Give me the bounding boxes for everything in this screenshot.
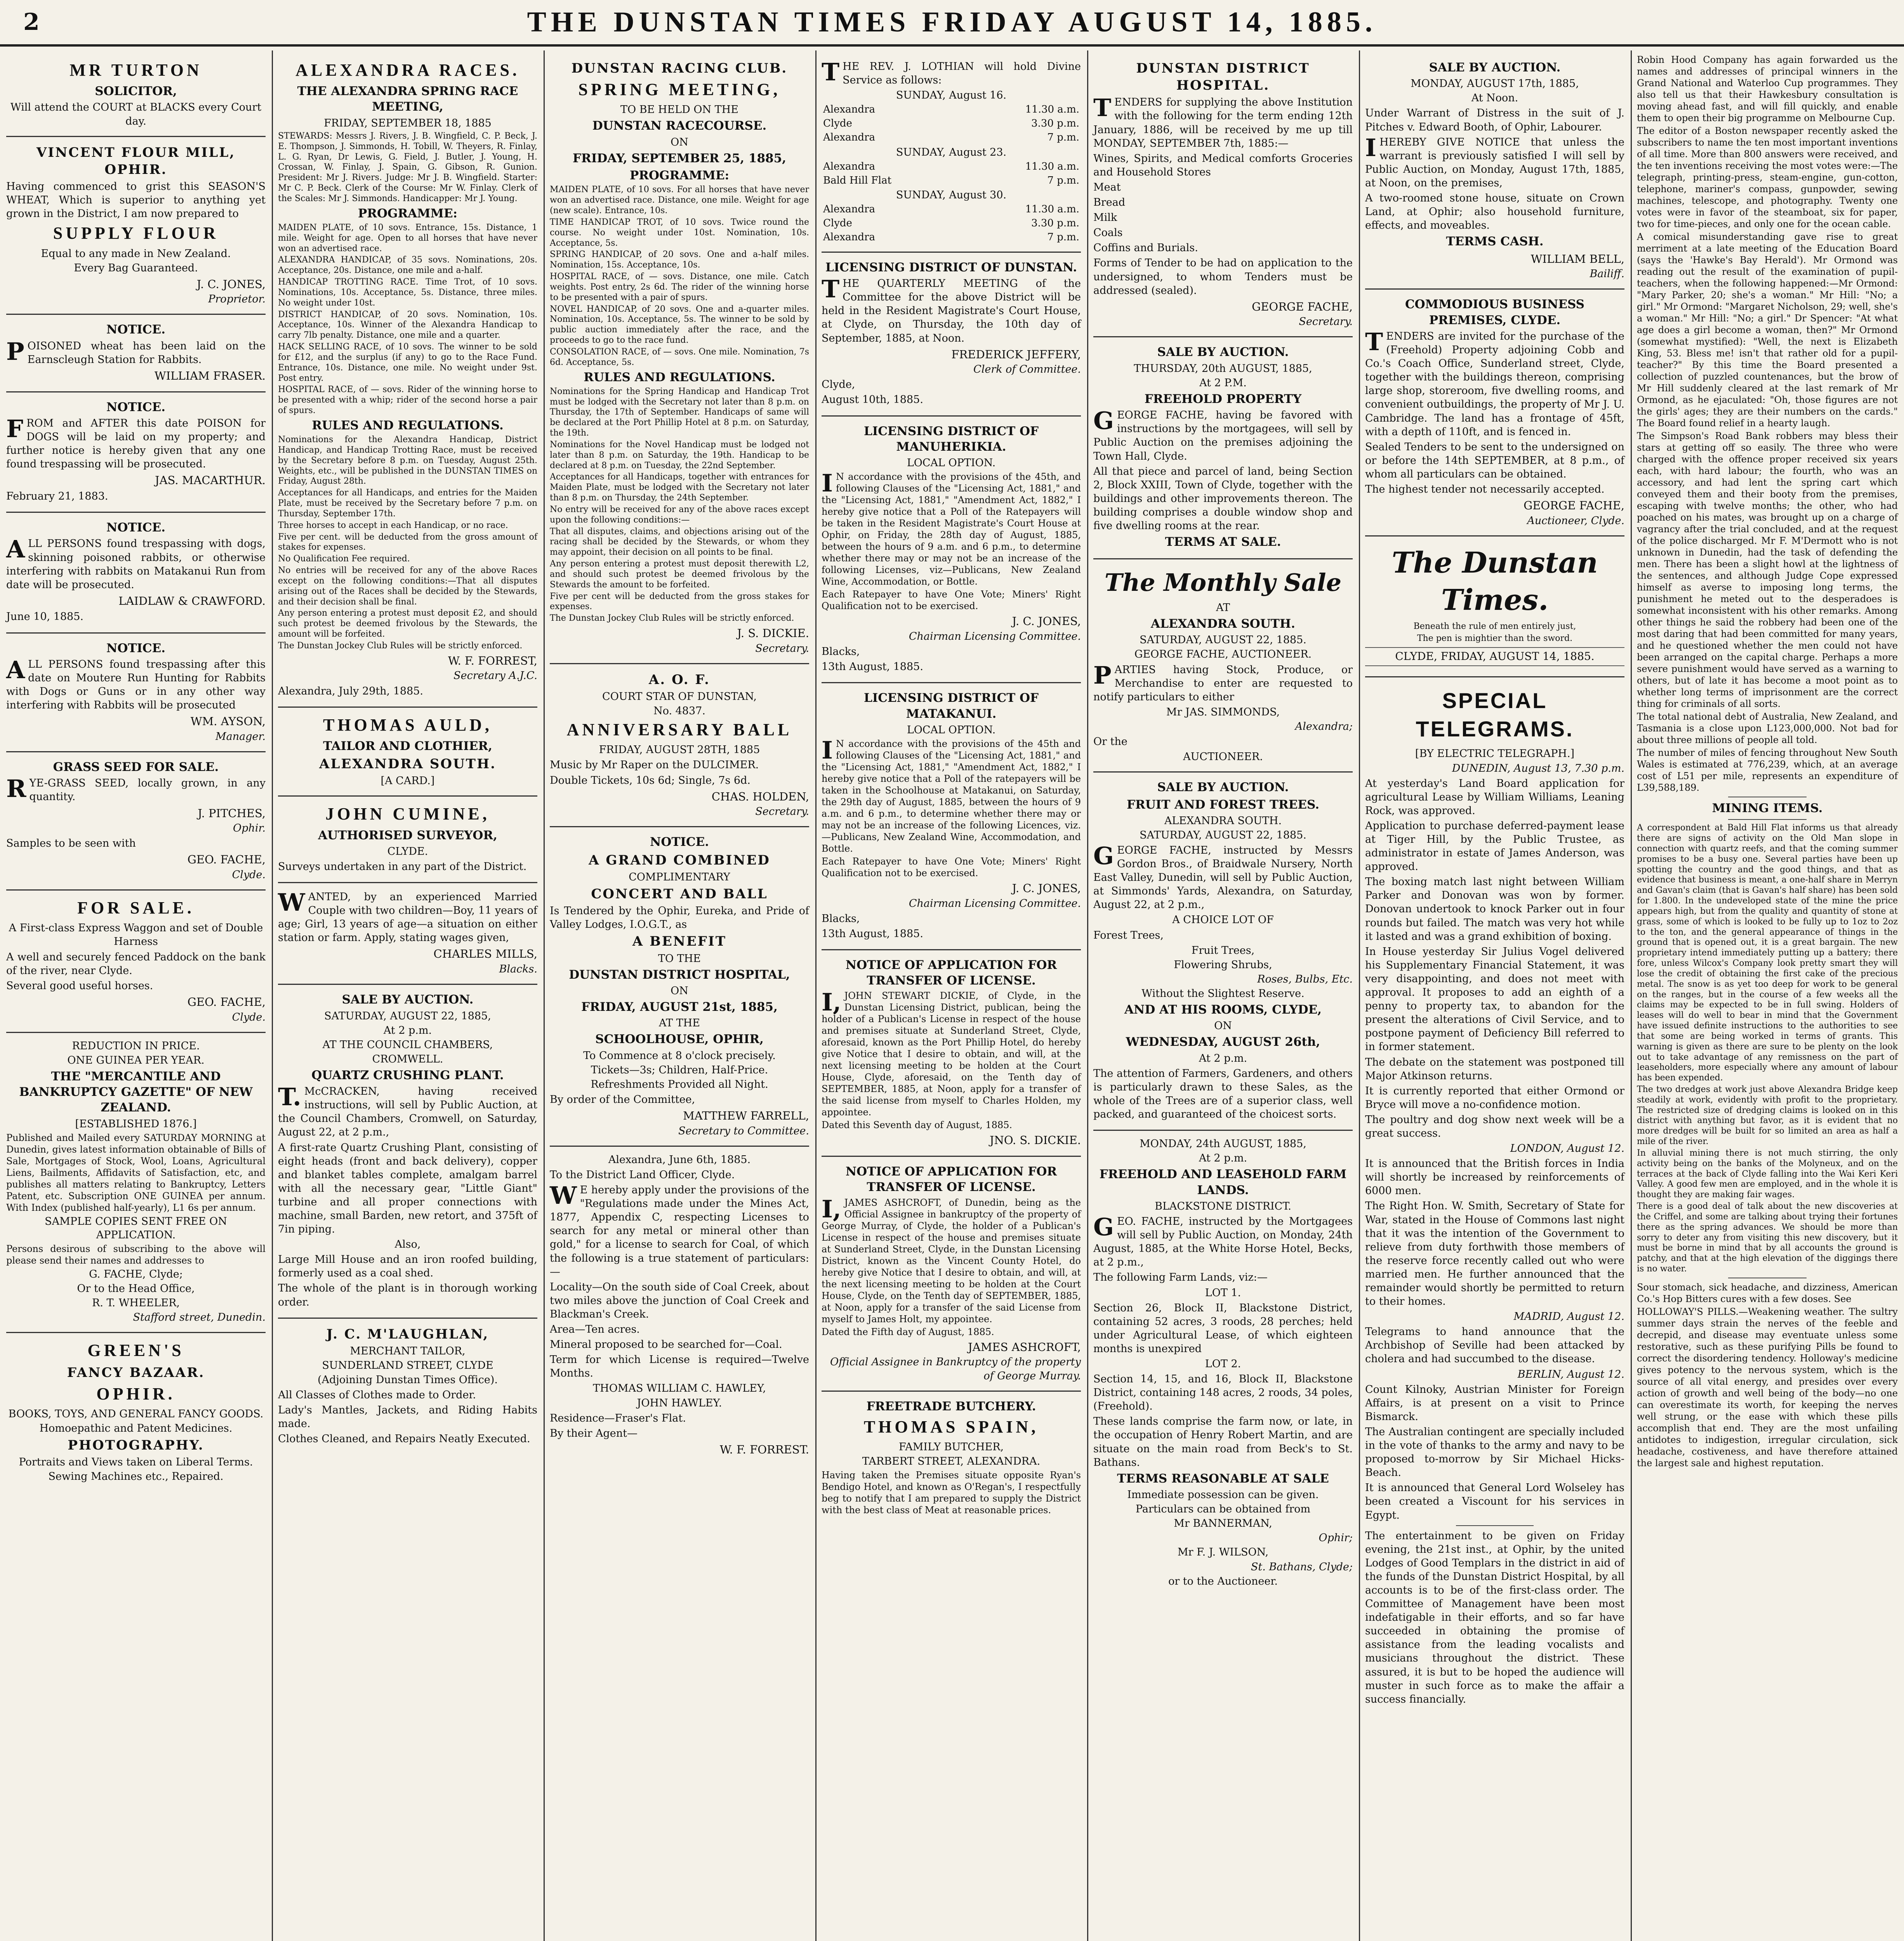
schedule-aug23: Alexandra 11.30 a.m. Bald Hill Flat 7 p.m. — [823, 160, 1079, 186]
monthly-sale: The Monthly Sale AT ALEXANDRA SOUTH. SATURDAY, AUGUST 22, 1885. GEORGE FACHE, AUCTIONEER. PARTIES having Stock, Produce, or Merchandise to enter are requested to notify particulars to either Mr JAS. SIMMONDS, Alexandra; Or the AUCTIONEER. — [1093, 559, 1353, 773]
licensing-matakanui: LICENSING DISTRICT OF MATAKANUI. LOCAL OPTION. IN accordance with the provisions of the 45th and following Clauses of the "Licensing Act, 1881," and the "Licensing Act, 1881," "Amendment Act, 1882," I hereby give notice that a Poll of the ratepayers will be taken in the Schoolhouse at Matakanui, on Saturday, the 29th day of August, 1885, between the hours of 9 a.m. and 6 p.m., to determine whether there may or may not be an increase of the following Licences, viz.—Publicans, New Zealand Wine, Accommodation, and Bottle. Each Ratepayer to have One Vote; Miners' Right Qualification not to be exercised. J. C. JONES, Chairman Licensing Committee. Blacks, 13th August, 1885. — [822, 683, 1081, 950]
gazette-ad: REDUCTION IN PRICE. ONE GUINEA PER YEAR. THE "MERCANTILE AND BANKRUPTCY GAZETTE" OF NEW ZEALAND. [ESTABLISHED 1876.] Published and Mailed every SATURDAY MORNING at Dunedin, gives latest information obtainable of Bills of Sale, Mortgages of Stock, Wool, Loans, Agricultural Liens, Bailments, Affidavits of Satisfaction, etc, and publishes all matters relating to Bankruptcy, Letters Patent, etc. Subscription ONE GUINEA per annum. With Index (published half-yearly), L1 6s per annum. SAMPLE COPIES SENT FREE ON APPLICATION. Persons desirous of subscribing to the above will please send their names and addresses to G. FACHE, Clyde; Or to the Head Office, R. T. WHEELER, Stafford street, Dunedin. — [6, 1033, 266, 1333]
editorial-masthead: The Dunstan Times. Beneath the rule of men entirely just, The pen is mightier than the sword. CLYDE, FRIDAY, AUGUST 14, 1885. — [1365, 536, 1624, 677]
licensing-manuherikia: LICENSING DISTRICT OF MANUHERIKIA. LOCAL OPTION. IN accordance with the provisions of the 45th, and following Clauses of the "Licensing Act, 1881," and the "Licensing Act, 1881," "Amendment Act, 1882," I hereby give notice that a Poll of the Ratepayers will be taken in the Resident Magistrate's Court House at Ophir, on Friday, the 28th day of August, 1885, between the hours of 9 a.m. and 6 p.m., to determine whether there may or may not be an increase of the following Licenses, viz—Publicans, New Zealand Wine, Accommodation, or Bottle. Each Ratepayer to have One Vote; Miners' Right Qualification not to be exercised. J. C. JONES, Chairman Licensing Committee. Blacks, 13th August, 1885. — [822, 417, 1081, 684]
aof-ball-ad: A. O. F. COURT STAR OF DUNSTAN, No. 4837. ANNIVERSARY BALL FRIDAY, AUGUST 28TH, 1885 Music by Mr Raper on the DULCIMER. Double Tickets, 10s 6d; Single, 7s 6d. CHAS. HOLDEN, Secretary. — [550, 664, 809, 828]
newspaper-title: THE DUNSTAN TIMES FRIDAY AUGUST 14, 1885. — [527, 6, 1377, 38]
lothian-service-ad: THE REV. J. LOTHIAN will hold Divine Service as follows: SUNDAY, August 16. Alexandra 11.30 a.m. Clyde 3.30 p.m. Alexandra 7 p.m. SUNDAY, August 23. Alexandra 11.30 a.m. Bald Hill Flat 7 p.m. SUNDAY, August 30. Alexandra 11.30 a.m. Clyde 3.30 p.m. Alexandra 7 p.m. — [822, 53, 1081, 253]
freehold-auction: SALE BY AUCTION. THURSDAY, 20th AUGUST, 1885, At 2 P.M. FREEHOLD PROPERTY GEORGE FACHE, having be favored with instructions by the mortgagees, will sell by Public Auction on the premises adjoining the Town Hall, Clyde. All that piece and parcel of land, being Section 2, Block XXIII, Town of Clyde, together with the buildings and other improvements thereon. The building comprises a double window shop and five dwelling rooms at the rear. TERMS AT SALE. — [1093, 337, 1353, 559]
licensing-dunstan: LICENSING DISTRICT OF DUNSTAN. THE QUARTERLY MEETING of the Committee for the above District will be held in the Resident Magistrate's Court House, at Clyde, on Thursday, the 10th day of September, 1885, at Noon. FREDERICK JEFFERY, Clerk of Committee. Clyde, August 10th, 1885. — [822, 253, 1081, 417]
commodious-premises: COMMODIOUS BUSINESS PREMISES, CLYDE. TENDERS are invited for the purchase of the (Freehold) Property adjoining Cobb and Co.'s Coach Office, Sunderland street, Clyde, together with the buildings thereon, comprising large shop, storeroom, five dwelling rooms, and convenient outbuildings, the property of Mr J. U. Cambridge. The land has a frontage of 45ft, with a depth of 110ft, and is fenced in. Sealed Tenders to be sent to the undersigned on or before the 14th SEPTEMBER, at 8 p.m., of whom all particulars can be obtained. The highest tender not necessarily accepted. GEORGE FACHE, Auctioneer, Clyde. — [1365, 290, 1624, 536]
alexandra-races-ad: ALEXANDRA RACES. THE ALEXANDRA SPRING RACE MEETING, FRIDAY, SEPTEMBER 18, 1885 STEWARDS: Messrs J. Rivers, J. B. Wingfield, C. P. Beck, J. E. Thompson, J. Simmonds, H. Tobill, W. Theyers, R. Finlay, L. G. Ryan, Dr Lewis, G. Field, J. Butler, J. Young, H. Crossan, W. Finlay, J. Spain, G. Gibson, R. Gunion. President: Mr J. Rivers. Judge: Mr J. B. Wingfield. Starter: Mr C. P. Beck. Clerk of the Course: Mr W. Finlay. Clerk of the Scales: Mr J. Simmonds. Handicapper: Mr J. Young. PROGRAMME: MAIDEN PLATE, of 10 sovs. Entrance, 15s. Distance, 1 mile. Weight for age. Open to all horses that have never won an advertised race. ALEXANDRA HANDICAP, of 35 sovs. Nominations, 20s. Acceptance, 20s. Distance, one mile and a-half. HANDICAP TROTTING RACE. Time Trot, of 10 sovs. Nominations, 10s. Acceptance, 5s. Distance, three miles. No weight under 10st. DISTRICT HANDICAP, of 20 sovs. Nomination, 10s. Acceptance, 10s. Winner of the Alexandra Handicap to carry 7lb penalty. Distance, one mile and a quarter. HACK SELLING RACE, of 10 sovs. The winner to be sold for £12, and the surplus (if any) to go to the Race Fund. Entrance, 10s. Distance, one mile. No weight under 9st. Post entry. HOSPITAL RACE, of — sovs. Rider of the winning horse to be presented with a whip; rider of the second horse a pair of spurs. RULES AND REGULATIONS. Nominations for the Alexandra Handicap, District Handicap, and Handicap Trotting Race, must be received by the Secretary before 8 p.m. on Tuesday, August 25th. Weights, etc., will be published in the DUNSTAN TIMES on Friday, August 28th. Acceptances for all Handicaps, and entries for the Maiden Plate, must be received by the Secretary before 7 p.m. on Thursday, September 17th. Three horses to accept in each Handicap, or no race. Five per cent. will be deducted from the gross amount of stakes for expenses. No Qualification Fee required. No entries will be received for any of the above Races except on the following conditions:—That all disputes arising out of the Races shall be decided by the Stewards, and their decision shall be final. Any person entering a protest must deposit £2, and should such protest be deemed frivolous by the Stewards, the amount will be forfeited. The Dunstan Jockey Club Rules will be strictly enforced. W. F. FORREST, Secretary A.J.C. Alexandra, July 29th, 1885. — [278, 53, 537, 708]
news-items: Robin Hood Company has again forwarded us the names and addresses of principal winners in the Grand National and Waterloo Cup programmes. They also tell us that their Hawkesbury consultation is moving ahead fast, and will fill quickly, and enable them to open their big programme on Melbourne Cup. The editor of a Boston newspaper recently asked the subscribers to name the ten most important inventions of all time. More than 800 answers were received, and the ten inventions receiving the most votes were:—The telegraph, printing-press, steam-engine, gun-cotton, telephone, mariner's compass, gunpowder, sewing machines, telescope, and photography. Twenty one votes were in favor of the steamboat, six for paper, two for time-pieces, and only one for the ocean cable. A comical misunderstanding gave rise to great merriment at a late meeting of the Education Board (says the 'Hawke's Bay Herald'). Mr Ormond was reading out the result of the examination of pupil-teachers, when the following happened:—Mr Ormond: "Mary Parker, 20; she's a woman." Mr Hill: "No; a girl." Mr Ormond: "Margaret Nicholson, 29; well, she's a woman." Mr Hill: "No; a girl." Dr Spencer: "At what age does a girl become a woman, then?" Mr Ormond (somewhat mystified): "Well, the next is Elizabeth King, 53. Bless me! isn't that rather old for a pupil-teacher?" By this time the Board presented a collection of puzzled countenances, but the brow of Mr Hill suddenly cleared at the last remark of Mr Ormond, as he ejaculated: "Oh, those figures are not the girls' ages; they are their numbers on the cards." The Board found relief in a hearty laugh. The Simpson's Road Bank robbers may bless their stars at getting off so easily. The three who were charged with the offence proper received six years each, with hard labour; the fourth, who was an accessory, and had lent the spring cart which conveyed them and their booty from the premises, escaping with twelve months; the other, who had poached on his mates, was brought up on a charge of vagrancy after the trial concluded, and at the request of the police discharged. Mr F. M'Dermott who is not unknown in Dunedin, had the task of defending the men. There has been a slight howl at the lightness of the sentences, and although Judge Cope expressed himself as averse to imposing long terms, the punishment he meted out to the desperadoes is somewhat inconsistent with his other remarks. Among other things he said the robbery had been one of the most daring that had been committed for many years, and he questioned whether the men could not have been arranged on the capital charge. Perhaps a more severe punishment would have served as a warning to others, but of late it has become a moot point as to whether long terms of imprisonment are the correct thing for criminals of all sorts. The total national debt of Australia, New Zealand, and Tasmania is a close upon L123,000,000. Not bad for about three millions of people all told. The number of miles of fencing throughout New South Wales is estimated at 776,239, which, at an average cost of L51 per mile, represents an expenditure of L39,588,189. MINING ITEMS. A correspondent at Bald Hill Flat informs us that already there are signs of activity on the Old Man slope in connection with quartz reefs, and that the coming summer promises to be a busy one. Several parties have been up spotting the country and the good things, and that as evidence that business is meant, a one-half share in Merryn and Gavan's claim (that is Gavan's half share) has been sold for 1.800. In the undeveloped state of the mine the price appears high, but from the quality and quantity of stone at grass, some of which is looked to be fully up to 1oz to 2oz to the ton, and the general appearance of things in the ground that is opened out, it is a great bargain. The new proprietary intend immediately putting up a battery; there fore, unless Wilcox's Company look pretty smart they will lose the credit of obtaining the first cake of the precious metal. The snow is as yet too deep for work to be general on the ranges, but in the course of a few weeks all the claims may be expected to be in full swing. Holders of leases will do well to bear in mind that the Government have issued definite instructions to the authorities to see that some are being worked in terms of grants. This warning is given as there are sure to be plenty on the look out to take advantage of any remissness on the part of leaseholders, more especially where any amount of labour has been expended. The two dredges at work just above Alexandra Bridge keep steadily at work, evidently with profit to the proprietary. The restricted size of dredging claims is looked on in this district with anything but favor, as it is evident that no more dredges will be built for so limited an area as half a mile of the river. In alluvial mining there is not much stirring, the only activity being on the banks of the Molyneux, and on the terraces at the back of Clyde falling into the Wai Keri Keri Valley. A good few men are employed, and in the whole it is thought they are making fair wages. There is a good deal of talk about the new discoveries at the Criffel, and some are talking about trying their fortunes there as the spring advances. We should be more than sorry to deter any from visiting this new discovery, but it must be borne in mind that by all accounts the ground is patchy, and that at the high elevation of the diggings there is no water. Sour stomach, sick headache, and dizziness, American Co.'s Hop Bitters cures with a few doses. See HOLLOWAY'S PILLS.—Weakening weather. The sultry summer days strain the nerves of the feeble and decrepid, and disease may eventuate unless some restorative, such as these purifying Pills be found to correct the disordering tendency. Holloway's medicine gives potency to the nervous system, which is the source of all vital energy, and presides over every action of growth and well being of the body—no one can overestimate its worth, for keeping the nerves well strung, or the ease with which these pills accomplish that end. They are the most unfailing antidotes to indigestion, irregular circulation, sick headache, costiveness, and have therefore attained the largest sale and highest reputation. — [1637, 54, 1898, 1469]
grass-seed-ad: GRASS SEED FOR SALE. RYE-GRASS SEED, locally grown, in any quantity. J. PITCHES, Ophir. Samples to be seen with GEO. FACHE, Clyde. — [6, 752, 266, 891]
notice-poisoned-wheat: NOTICE. POISONED wheat has been laid on the Earnscleugh Station for Rabbits. WILLIAM FRASER. — [6, 315, 266, 392]
john-cumine-ad: JOHN CUMINE, AUTHORISED SURVEYOR, CLYDE. Surveys undertaken in any part of the District. — [278, 797, 537, 883]
grand-concert-ad: NOTICE. A GRAND COMBINED COMPLIMENTARY CONCERT AND BALL Is Tendered by the Ophir, Eureka, and Pride of Valley Lodges, I.O.G.T., as A BENEFIT TO THE DUNSTAN DISTRICT HOSPITAL, ON FRIDAY, AUGUST 21st, 1885, AT THE SCHOOLHOUSE, OPHIR, To Commence at 8 o'clock precisely. Tickets—3s; Children, Half-Price. Refreshments Provided all Night. By order of the Committee, MATTHEW FARRELL, Secretary to Committee. — [550, 827, 809, 1146]
schedule-aug16: Alexandra 11.30 a.m. Clyde 3.30 p.m. Alexandra 7 p.m. — [823, 104, 1079, 143]
freetrade-butchery: FREETRADE BUTCHERY. THOMAS SPAIN, FAMILY BUTCHER, TARBERT STREET, ALEXANDRA. Having taken the Premises situate opposite Ryan's Bendigo Hotel, and known as O'Regan's, I respectfully beg to notify that I am prepared to supply the District with the best class of Meat at reasonable prices. — [822, 1399, 1081, 1516]
hospital-tender: DUNSTAN DISTRICT HOSPITAL. TENDERS for supplying the above Institution with the following for the term ending 12th January, 1886, will be received by me up till MONDAY, SEPTEMBER 7th, 1885:— Wines, Spirits, and Medical comforts Groceries and Household Stores Meat Bread Milk Coals Coffins and Burials. Forms of Tender to be had on application to the undersigned, to whom Tenders must be addressed (sealed). GEORGE FACHE, Secretary. — [1093, 53, 1353, 337]
fruit-trees-auction: SALE BY AUCTION. FRUIT AND FOREST TREES. ALEXANDRA SOUTH. SATURDAY, AUGUST 22, 1885. GEORGE FACHE, instructed by Messrs Gordon Bros., of Braidwale Nursery, North East Valley, Dunedin, will sell by Public Auction, at Simmonds' Yards, Alexandra, on Saturday, August 22, at 2 p.m., A CHOICE LOT OF Forest Trees, Fruit Trees, Flowering Shrubs, Roses, Bulbs, Etc. Without the Slightest Reserve. AND AT HIS ROOMS, CLYDE, ON WEDNESDAY, AUGUST 26th, At 2 p.m. The attention of Farmers, Gardeners, and others is particularly drawn to these Sales, as the whole of the Trees are of a superior class, well packed, and guaranteed of the choicest sorts. — [1093, 773, 1353, 1131]
column-2 — [272, 50, 544, 1941]
masthead — [0, 0, 1904, 47]
for-sale-ad: FOR SALE. A First-class Express Waggon and set of Double Harness A well and securely fenced Paddock on the bank of the river, near Clyde. Several good useful horses. GEO. FACHE, Clyde. — [6, 891, 266, 1033]
column-7 — [1631, 50, 1904, 1941]
transfer-dickie: NOTICE OF APPLICATION FOR TRANSFER OF LICENSE. I,JOHN STEWART DICKIE, of Clyde, in the Dunstan Licensing District, publican, being the holder of a Publican's License in respect of the house and premises situate at Sunderland Street, Clyde, aforesaid, known as the Port Phillip Hotel, do hereby give Notice that I desire to obtain, and will, at the next licensing meeting to be holden at the Court House, Clyde, aforesaid, on the Tenth day of SEPTEMBER, 1885, at Noon, apply for a transfer of the said license from myself to Charles Holden, my appointee. Dated this Seventh day of August, 1885. JNO. S. DICKIE. — [822, 950, 1081, 1157]
notice-matakanui: NOTICE. ALL PERSONS found trespassing with dogs, skinning poisoned rabbits, or otherwise interfering with rabbits on Matakanui Run from date will be prosecuted. LAIDLAW & CRAWFORD. June 10, 1885. — [6, 513, 266, 633]
coal-license-ad: Alexandra, June 6th, 1885. To the District Land Officer, Clyde. WE hereby apply under the provisions of the "Regulations made under the Mines Act, 1877, Appendix C, respecting Licenses to search for any metal or mineral other than gold," for a license to search for Coal, of which the following is a true statement of particulars:— Locality—On the south side of Coal Creek, about two miles above the junction of Coal Creek and Blackman's Creek. Area—Ten acres. Mineral proposed to be searched for—Coal. Term for which License is required—Twelve Months. THOMAS WILLIAM C. HAWLEY, JOHN HAWLEY. Residence—Fraser's Flat. By their Agent— W. F. FORREST. — [550, 1153, 809, 1456]
blackstone-auction: MONDAY, 24th AUGUST, 1885, At 2 p.m. FREEHOLD AND LEASEHOLD FARM LANDS. BLACKSTONE DISTRICT. GEO. FACHE, instructed by the Mortgagees will sell by Public Auction, on Monday, 24th August, 1885, at the White Horse Hotel, Becks, at 2 p.m., The following Farm Lands, viz:— LOT 1. Section 26, Block II, Blackstone District, containing 52 acres, 3 roods, 28 perches; held under Agricultural Lease, of which eighteen months is unexpired LOT 2. Section 14, 15, and 16, Block II, Blackstone District, containing 148 acres, 2 roods, 34 poles, (Freehold). These lands comprise the farm now, or late, in the occupation of Henry Robert Martin, and are situate on the main road from Beck's to St. Bathans. TERMS REASONABLE AT SALE Immediate possession can be given. Particulars can be obtained from Mr BANNERMAN, Ophir; Mr F. J. WILSON, St. Bathans, Clyde; or to the Auctioneer. — [1093, 1138, 1353, 1587]
wanted-ad: WANTED, by an experienced Married Couple with two children—Boy, 11 years of age; Girl, 13 years of age—a situation on either station or farm. Apply, stating wages given, CHARLES MILLS, Blacks. — [278, 883, 537, 985]
vincent-mill-ad: VINCENT FLOUR MILL, OPHIR. Having commenced to grist this SEASON'S WHEAT, Which is superior to anything yet grown in the District, I am now prepared to SUPPLY FLOUR Equal to any made in New Zealand. Every Bag Guaranteed. J. C. JONES, Proprietor. — [6, 137, 266, 315]
page-number: 2 — [23, 9, 40, 36]
column-4 — [815, 50, 1087, 1941]
greens-bazaar-ad: GREEN'S FANCY BAZAAR. OPHIR. BOOKS, TOYS, AND GENERAL FANCY GOODS. Homoepathic and Patent Medicines. PHOTOGRAPHY. Portraits and Views taken on Liberal Terms. Sewing Machines etc., Repaired. — [8, 1341, 264, 1483]
mclaughlan-ad: J. C. M'LAUGHLAN, MERCHANT TAILOR, SUNDERLAND STREET, CLYDE (Adjoining Dunstan Times Office). All Classes of Clothes made to Order. Lady's Mantles, Jackets, and Riding Habits made. Clothes Cleaned, and Repairs Neatly Executed. — [278, 1326, 537, 1445]
mining-items-heading: MINING ITEMS. — [1712, 801, 1823, 815]
notice-poison-dogs: NOTICE. FROM and AFTER this date POISON for DOGS will be laid on my property; and further notice is hereby given that any one found trespassing will be prosecuted. JAS. MACARTHUR. February 21, 1883. — [6, 392, 266, 513]
column-6 — [1359, 50, 1631, 1941]
column-1 — [0, 50, 272, 1941]
column-3 — [544, 50, 815, 1941]
special-telegrams: SPECIAL TELEGRAMS. [BY ELECTRIC TELEGRAPH.] DUNEDIN, August 13, 7.30 p.m. At yesterday's Land Board application for agricultural Lease by William Williams, Leaning Rock, was approved. Application to purchase deferred-payment lease at Tiger Hill, by the Public Trustee, as administrator in estate of James Anderson, was approved. The boxing match last night between William Parker and Donovan was won by former. Donovan undertook to knock Parker out in four rounds but failed. The match was very hot while it lasted and was a grand exhibition of boxing. In House yesterday Sir Julius Vogel delivered his Supplementary Financial Statement, it was very disappointing, and does not meet with approval. It proposes to add an eighth of a penny to property tax, to abandon for the present the alterations of Civil Service, and to postpone payment of Deficiency Bill referred to in former statement. The debate on the statement was postponed till Major Atkinson returns. It is currently reported that either Ormond or Bryce will move a no-confidence motion. The poultry and dog show next week will be a great success. LONDON, August 12. It is announced that the British forces in India will shortly be increased by reinforcements of 6000 men. The Right Hon. W. Smith, Secretary of State for War, stated in the House of Commons last night that it was the intention of the Government to relieve from duty forthwith those members of the reserve force recently called out who were married men. He further announced that the remainder would shortly be permitted to return to their homes. MADRID, August 12. Telegrams to hand announce that the Archbishop of Seville had been attacked by cholera and had succumbed to the disease. BERLIN, August 12. Count Kilnoky, Austrian Minister for Foreign Affairs, is at present on a visit to Prince Bismarck. The Australian contingent are specially included in the vote of thanks to the army and navy to be proposed to-morrow by Sir Michael Hicks-Beach. It is announced that General Lord Wolseley has been created a Viscount for his services in Egypt. The entertainment to be given on Friday evening, the 21st inst., at Ophir, by the united Lodges of Good Templars in the district in aid of the funds of the Dunstan District Hospital, by all accounts is to be of the first-class order. The Committee of Management have been most indefatigable in their efforts, and so far have succeeded in obtaining the promise of assistance from the leading vocalists and musicians throughout the district. These assured, it is but to be hoped the audience will muster in such force as to make the affair a success financially. — [1365, 688, 1624, 1705]
column-5 — [1087, 50, 1359, 1941]
bailiff-auction: SALE BY AUCTION. MONDAY, AUGUST 17th, 1885, At Noon. Under Warrant of Distress in the suit of J. Pitches v. Edward Booth, of Ophir, Labourer. IHEREBY GIVE NOTICE that unless the warrant is previously satisfied I will sell by Public Auction, on Monday, August 17th, 1885, at Noon, on the premises, A two-roomed stone house, situate on Crown Land, at Ophir; also household furniture, effects, and moveables. TERMS CASH. WILLIAM BELL, Bailiff. — [1365, 53, 1624, 290]
schedule-aug30: Alexandra 11.30 a.m. Clyde 3.30 p.m. Alexandra 7 p.m. — [823, 203, 1079, 243]
quartz-auction-ad: SALE BY AUCTION. SATURDAY, AUGUST 22, 1885, At 2 p.m. AT THE COUNCIL CHAMBERS, CROMWELL. QUARTZ CRUSHING PLANT. T.McCRACKEN, having received instructions, will sell by Public Auction, at the Council Chambers, Cromwell, on Saturday, August 22, at 2 p.m., A first-rate Quartz Crushing Plant, consisting of eight heads (front and back delivery), copper and blanket tables complete, amalgam barrel with all the necessary gear, "Little Giant" turbine and all proper connections with machine, small Barden, new retort, and 375ft of 7in piping. Also, Large Mill House and an iron roofed building, formerly used as a coal shed. The whole of the plant is in thorough working order. — [278, 985, 537, 1318]
notice-moutere: NOTICE. ALL PERSONS found trespassing after this date on Moutere Run Hunting for Rabbits with Dogs or Guns or in any other way interfering with Rabbits will be prosecuted WM. AYSON, Manager. — [6, 634, 266, 752]
transfer-ashcroft: NOTICE OF APPLICATION FOR TRANSFER OF LICENSE. I,JAMES ASHCROFT, of Dunedin, being as the Official Assignee in bankruptcy of the property of George Murray, of Clyde, the holder of a Publican's License in respect of the house and premises situate at Sunderland Street, Clyde, in the Dunstan Licensing District, known as the Vincent County Hotel, do hereby give Notice that I desire to obtain, and will, at the next licensing meeting to be holden at the Court House, Clyde, on the Tenth day of SEPTEMBER, 1885, at Noon, apply for a transfer of the said License from myself to James Holt, my appointee. Dated the Fifth day of August, 1885. JAMES ASHCROFT, Official Assignee in Bankruptcy of the property of George Murray. — [822, 1157, 1081, 1391]
turton-ad: MR TURTON SOLICITOR, Will attend the COURT at BLACKS every Court day. — [6, 53, 266, 137]
thomas-auld-ad: THOMAS AULD, TAILOR AND CLOTHIER, ALEXANDRA SOUTH. [A CARD.] — [278, 708, 537, 797]
dunstan-racing-ad: DUNSTAN RACING CLUB. SPRING MEETING, TO BE HELD ON THE DUNSTAN RACECOURSE. ON FRIDAY, SEPTEMBER 25, 1885, PROGRAMME: MAIDEN PLATE, of 10 sovs. For all horses that have never won an advertised race. Distance, one mile. Weight for age (new scale). Entrance, 10s. TIME HANDICAP TROT, of 10 sovs. Twice round the course. No weight under 10st. Nomination, 10s. Acceptance, 5s. SPRING HANDICAP, of 20 sovs. One and a-half miles. Nomination, 15s. Acceptance, 10s. HOSPITAL RACE, of — sovs. Distance, one mile. Catch weights. Post entry, 2s 6d. The rider of the winning horse to be presented with a pair of spurs. NOVEL HANDICAP, of 20 sovs. One and a-quarter miles. Nomination, 10s. Acceptance, 5s. The winner to be sold by public auction immediately after the race, and the proceeds to go to the race fund. CONSOLATION RACE, of — sovs. One mile. Nomination, 7s 6d. Acceptance, 5s. RULES AND REGULATIONS. Nominations for the Spring Handicap and Handicap Trot must be lodged with the Secretary not later than 8 p.m. on Thursday, the 17th of September. Handicaps of same will be declared at the Port Phillip Hotel at 8 p.m. on Saturday, the 19th. Nominations for the Novel Handicap must be lodged not later than 8 p.m. on Saturday, the 19th. Handicap to be declared at 8 p.m. on Tuesday, the 22nd September. Acceptances for all Handicaps, together with entrances for Maiden Plate, must be lodged with the Secretary not later than 8 p.m. on Thursday, the 24th September. No entry will be received for any of the above races except upon the following conditions:— That all disputes, claims, and objections arising out of the racing shall be decided by the Stewards, or whom they may appoint, their decision on all points to be final. Any person entering a protest must deposit therewith L2, and should such protest be deemed frivolous by the Stewards the amount to be forfeited. Five per cent will be deducted from the gross stakes for expenses. The Dunstan Jockey Club Rules will be strictly enforced. J. S. DICKIE. Secretary. — [550, 53, 809, 664]
